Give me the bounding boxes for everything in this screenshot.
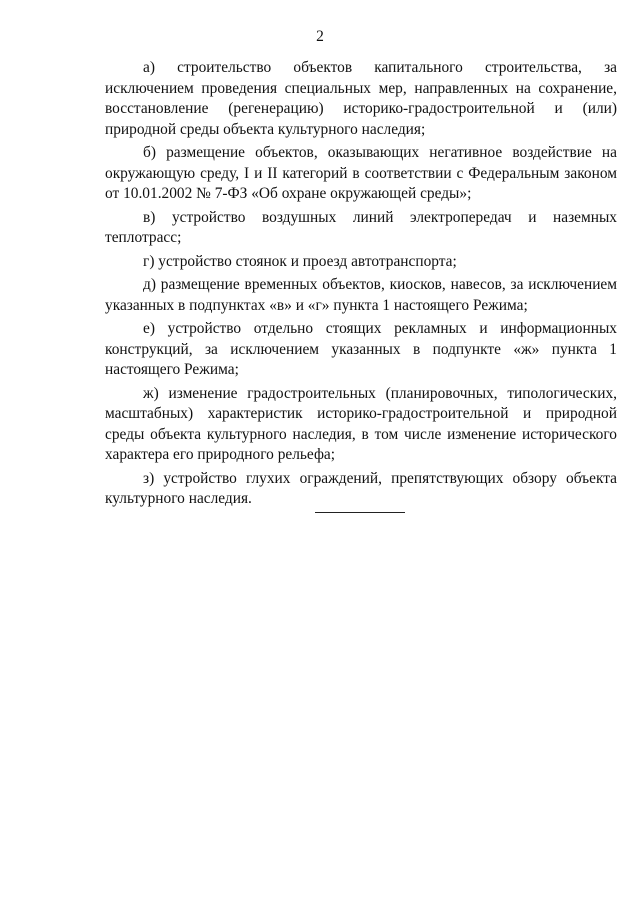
list-item-b: б) размещение объектов, оказывающих негативное воздействие на окружающую среду, I и II категорий в соответствии с Федеральным законом от 10.01.2002 № 7-ФЗ «Об охране окружающей среды»; bbox=[105, 144, 617, 202]
page-number: 2 bbox=[316, 28, 324, 45]
list-item-g: г) устройство стоянок и проезд автотранспорта; bbox=[143, 252, 457, 270]
list-item-v: в) устройство воздушных линий электропередач и наземных теплотрасс; bbox=[105, 208, 617, 246]
list-item-zh: ж) изменение градостроительных (планировочных, типологических, масштабных) характеристик историко-градостроительной и природной среды объекта культурного наследия, в том числе изменение исторического характера его природного рельефа; bbox=[105, 384, 617, 463]
end-separator-line bbox=[315, 512, 405, 513]
document-body bbox=[105, 58, 617, 513]
list-item-a: а) строительство объектов капитального строительства, за исключением проведения специальных мер, направленных на сохранение, восстановление (регенерацию) историко-градостроительной и (или) природной среды объекта культурного наследия; bbox=[105, 59, 617, 138]
list-item-d: д) размещение временных объектов, киосков, навесов, за исключением указанных в подпунктах «в» и «г» пункта 1 настоящего Режима; bbox=[105, 276, 617, 314]
list-item-z: з) устройство глухих ограждений, препятствующих обзору объекта культурного наследия. bbox=[105, 469, 617, 507]
list-item-e: е) устройство отдельно стоящих рекламных и информационных конструкций, за исключением указанных в подпункте «ж» пункта 1 настоящего Режима; bbox=[105, 320, 617, 378]
